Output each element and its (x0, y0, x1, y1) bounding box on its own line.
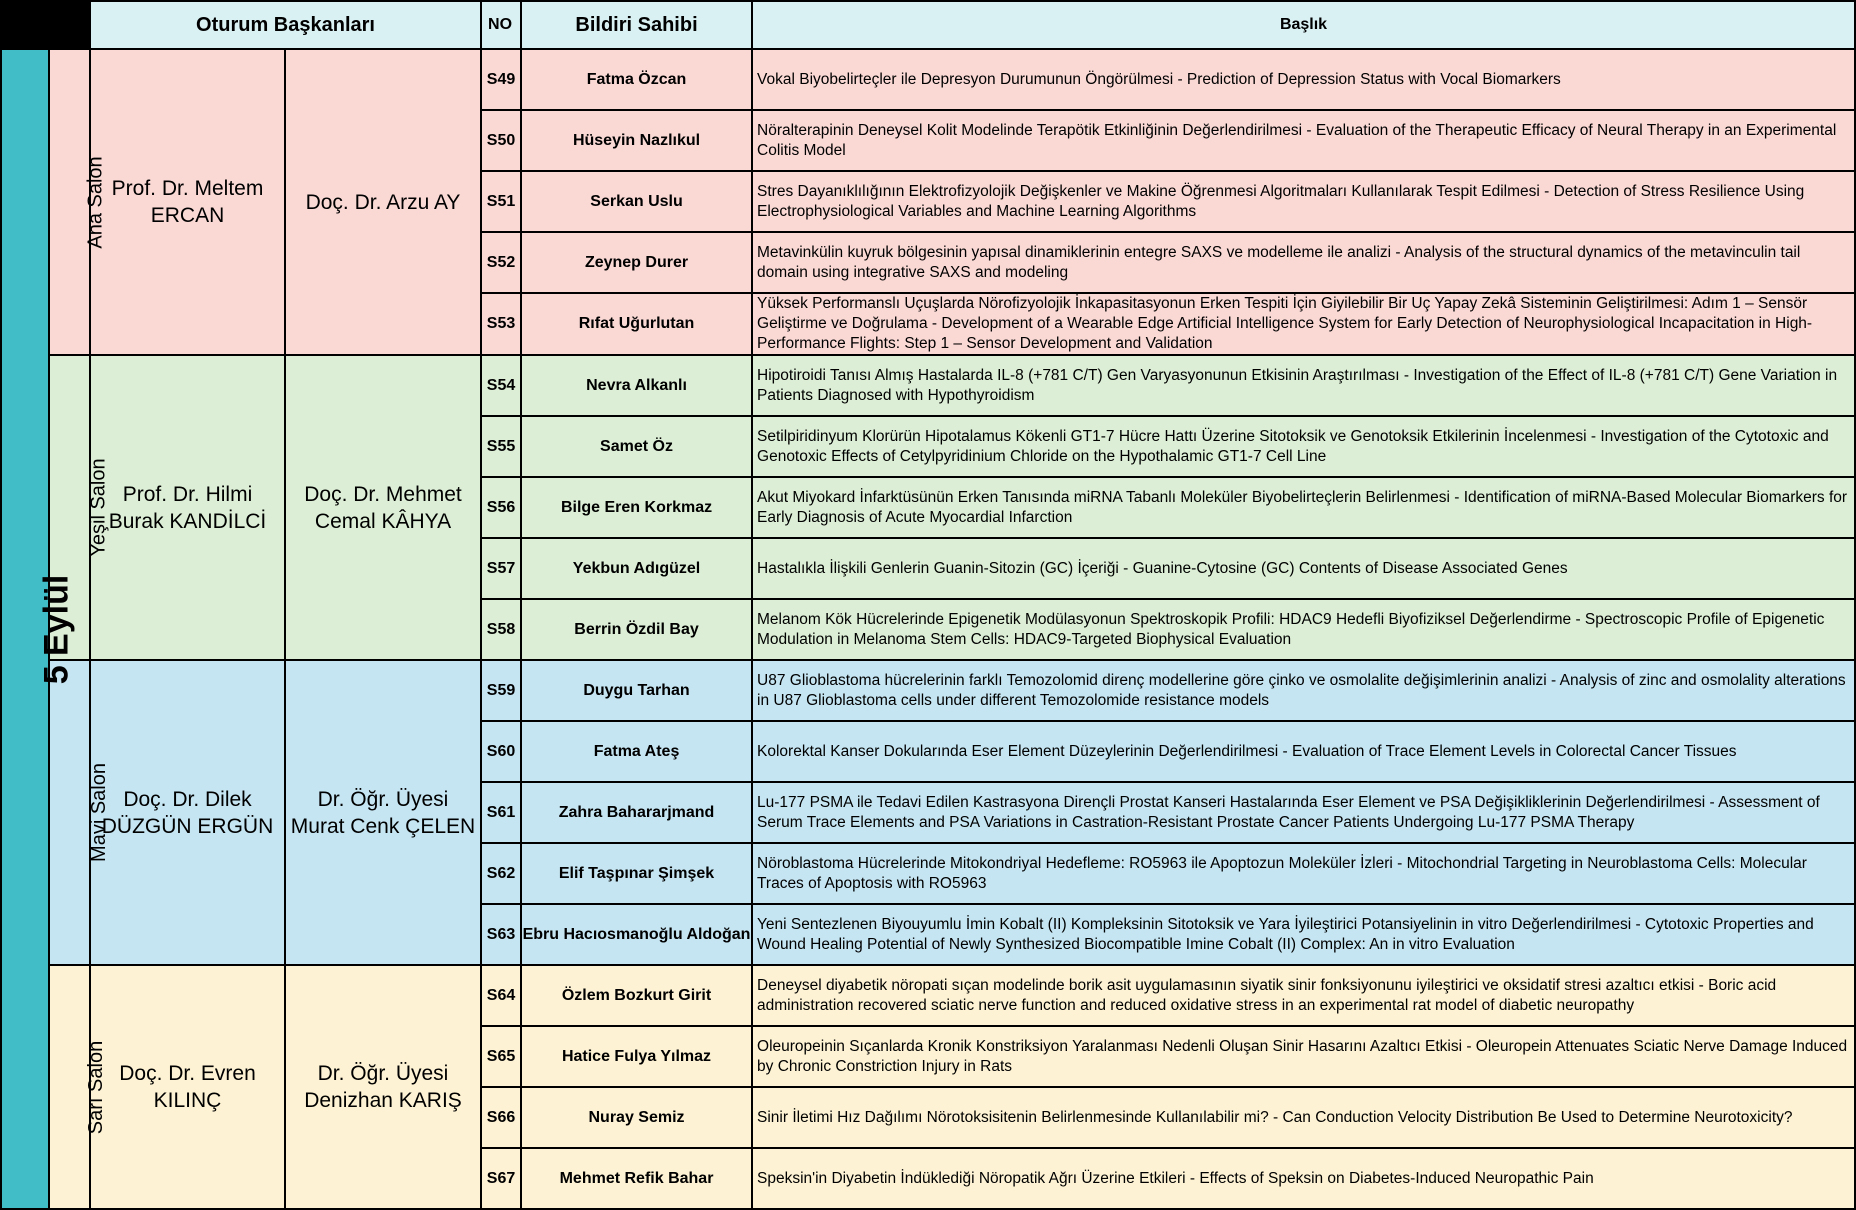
paper-author: Bilge Eren Korkmaz (521, 477, 752, 538)
chair-1: Doç. Dr. Dilek DÜZGÜN ERGÜN (90, 660, 285, 965)
paper-author: Rıfat Uğurlutan (521, 293, 752, 355)
header-row (1, 1, 1855, 49)
paper-title: Stres Dayanıklılığının Elektrofizyolojik Değişkenler ve Makine Öğrenmesi Algoritmaları Kullanılarak Tespit Edilmesi - Detection of Stress Resilience Using Electrophysiological Variables and Machine Learning Algorithms (752, 171, 1855, 232)
date-label: 5 Eylül (37, 574, 76, 684)
paper-no: S66 (481, 1087, 521, 1148)
header-chairs: Oturum Başkanları (90, 1, 481, 49)
table-row (1, 660, 1855, 721)
schedule-body (1, 49, 1855, 1209)
paper-no: S50 (481, 110, 521, 171)
paper-author: Samet Öz (521, 416, 752, 477)
header-author: Bildiri Sahibi (521, 1, 752, 49)
paper-no: S54 (481, 355, 521, 416)
chair-1: Prof. Dr. Meltem ERCAN (90, 49, 285, 355)
paper-author: Ebru Hacıosmanoğlu Aldoğan (521, 904, 752, 965)
paper-author: Fatma Özcan (521, 49, 752, 110)
paper-no: S52 (481, 232, 521, 293)
paper-no: S55 (481, 416, 521, 477)
paper-no: S67 (481, 1148, 521, 1209)
header-title: Başlık (752, 1, 1855, 49)
paper-author: Zahra Bahararjmand (521, 782, 752, 843)
paper-title: Setilpiridinyum Klorürün Hipotalamus Kökenli GT1-7 Hücre Hattı Üzerine Sitotoksik ve Genotoksik Etkilerinin İncelenmesi - Investigation of the Cytotoxic and Genotoxic Effects of Cetylpyridinium Chloride on the Hypothalamic GT1-7 Cell Line (752, 416, 1855, 477)
paper-no: S56 (481, 477, 521, 538)
paper-author: Duygu Tarhan (521, 660, 752, 721)
paper-no: S59 (481, 660, 521, 721)
paper-no: S49 (481, 49, 521, 110)
paper-title: U87 Glioblastoma hücrelerinin farklı Temozolomid direnç modellerine göre çinko ve osmolalite değişimlerinin analizi - Analysis of zinc and osmolality alterations in U87 Glioblastoma cells under different Temozolomide resistance models (752, 660, 1855, 721)
paper-author: Nuray Semiz (521, 1087, 752, 1148)
paper-author: Hatice Fulya Yılmaz (521, 1026, 752, 1087)
salon-cell (49, 660, 110, 965)
salon-label: Yeşil Salon (87, 458, 110, 557)
paper-title: Hastalıkla İlişkili Genlerin Guanin-Sitozin (GC) İçeriği - Guanine-Cytosine (GC) Contents of Disease Associated Genes (752, 538, 1855, 599)
chair-2: Dr. Öğr. Üyesi Murat Cenk ÇELEN (285, 660, 481, 965)
paper-no: S65 (481, 1026, 521, 1087)
paper-author: Elif Taşpınar Şimşek (521, 843, 752, 904)
table-row (1, 355, 1855, 416)
paper-no: S58 (481, 599, 521, 660)
paper-title: Vokal Biyobelirteçler ile Depresyon Durumunun Öngörülmesi - Prediction of Depression Status with Vocal Biomarkers (752, 49, 1855, 110)
paper-author: Fatma Ateş (521, 721, 752, 782)
header-blank (1, 1, 90, 49)
paper-title: Yüksek Performanslı Uçuşlarda Nörofizyolojik İnkapasitasyonun Erken Tespiti İçin Giyilebilir Bir Uç Yapay Zekâ Sisteminin Geliştirilmesi: Adım 1 – Sensör Geliştirme ve Doğrulama - Development of a Wearable Edge Artificial Intelligence System for Early Detection of Neurophysiological Incapacitation in High-Performance Flights: Step 1 – Sensor Development and Validation (752, 293, 1855, 355)
paper-author: Zeynep Durer (521, 232, 752, 293)
salon-cell (49, 49, 107, 355)
header-no: NO (481, 1, 521, 49)
paper-author: Özlem Bozkurt Girit (521, 965, 752, 1026)
paper-title: Deneysel diyabetik nöropati sıçan modelinde borik asit uygulamasının siyatik sinir fonksiyonunu iyileştirici ve oksidatif stresi azaltıcı etkisi - Boric acid administration recovered sciatic nerve function and reduced oxidative stress in an experimental rat model of diabetic neuropathy (752, 965, 1855, 1026)
paper-author: Serkan Uslu (521, 171, 752, 232)
paper-title: Melanom Kök Hücrelerinde Epigenetik Modülasyonun Spektroskopik Profili: HDAC9 Hedefli Biyofiziksel Değerlendirme - Spectroscopic Profile of Epigenetic Modulation in Melanoma Stem Cells: HDAC9-Targeted Biophysical Evaluation (752, 599, 1855, 660)
date-cell (1, 49, 76, 1209)
paper-author: Berrin Özdil Bay (521, 599, 752, 660)
paper-no: S64 (481, 965, 521, 1026)
paper-title: Metavinkülin kuyruk bölgesinin yapısal dinamiklerinin entegre SAXS ve modelleme ile analizi - Analysis of the structural dynamics of the metavinculin tail domain using integrative SAXS and modeling (752, 232, 1855, 293)
paper-title: Yeni Sentezlenen Biyouyumlu İmin Kobalt (II) Kompleksinin Sitotoksik ve Yara İyileştirici Potansiyelinin in vitro Değerlendirilmesi - Cytotoxic Properties and Wound Healing Potential of Newly Synthesized Biocompatible Imine Cobalt (II) Complex: An in vitro Evaluation (752, 904, 1855, 965)
chair-2: Doç. Dr. Arzu AY (285, 49, 481, 355)
paper-no: S61 (481, 782, 521, 843)
paper-author: Mehmet Refik Bahar (521, 1148, 752, 1209)
paper-title: Akut Miyokard İnfarktüsünün Erken Tanısında miRNA Tabanlı Moleküler Biyobelirteçlerin Belirlenmesi - Identification of miRNA-Based Molecular Biomarkers for Early Diagnosis of Acute Myocardial Infarction (752, 477, 1855, 538)
paper-no: S51 (481, 171, 521, 232)
chair-2: Dr. Öğr. Üyesi Denizhan KARIŞ (285, 965, 481, 1209)
paper-title: Nöroblastoma Hücrelerinde Mitokondriyal Hedefleme: RO5963 ile Apoptozun Moleküler İzleri - Mitochondrial Targeting in Neuroblastoma Cells: Molecular Traces of Apoptosis with RO5963 (752, 843, 1855, 904)
paper-title: Speksin'in Diyabetin İndüklediği Nöropatik Ağrı Üzerine Etkileri - Effects of Speksin on Diabetes-Induced Neuropathic Pain (752, 1148, 1855, 1209)
paper-no: S62 (481, 843, 521, 904)
paper-author: Nevra Alkanlı (521, 355, 752, 416)
paper-no: S60 (481, 721, 521, 782)
paper-no: S57 (481, 538, 521, 599)
chair-2: Doç. Dr. Mehmet Cemal KÂHYA (285, 355, 481, 660)
paper-title: Kolorektal Kanser Dokularında Eser Element Düzeylerinin Değerlendirilmesi - Evaluation of Trace Element Levels in Colorectal Cancer Tissues (752, 721, 1855, 782)
paper-title: Sinir İletimi Hız Dağılımı Nörotoksisitenin Belirlenmesinde Kullanılabilir mi? - Can Conduction Velocity Distribution Be Used to Determine Neurotoxicity? (752, 1087, 1855, 1148)
chair-1: Doç. Dr. Evren KILINÇ (90, 965, 285, 1209)
paper-no: S53 (481, 293, 521, 355)
chair-1: Prof. Dr. Hilmi Burak KANDİLCİ (90, 355, 285, 660)
salon-label: Ana Salon (84, 155, 107, 249)
paper-title: Lu-177 PSMA ile Tedavi Edilen Kastrasyona Dirençli Prostat Kanseri Hastalarında Eser Element ve PSA Değişikliklerinin Değerlendirilmesi - Assessment of Serum Trace Elements and PSA Variations in Castration-Resistant Prostate Cancer Patients Undergoing Lu-177 PSMA Therapy (752, 782, 1855, 843)
salon-label: Sarı Salon (85, 1040, 108, 1134)
salon-cell (49, 965, 108, 1209)
paper-author: Hüseyin Nazlıkul (521, 110, 752, 171)
paper-author: Yekbun Adıgüzel (521, 538, 752, 599)
paper-title: Nöralterapinin Deneysel Kolit Modelinde Terapötik Etkinliğinin Değerlendirilmesi - Evaluation of the Therapeutic Efficacy of Neural Therapy in an Experimental Colitis Model (752, 110, 1855, 171)
table-row (1, 49, 1855, 110)
paper-title: Hipotiroidi Tanısı Almış Hastalarda IL-8 (+781 C/T) Gen Varyasyonunun Etkisinin Araştırılması - Investigation of the Effect of IL-8 (+781 C/T) Gene Variation in Patients Diagnosed with Hypothyroidism (752, 355, 1855, 416)
salon-label: Mavi Salon (87, 763, 110, 862)
table-row (1, 965, 1855, 1026)
paper-no: S63 (481, 904, 521, 965)
paper-title: Oleuropeinin Sıçanlarda Kronik Konstriksiyon Yaralanması Nedenli Oluşan Sinir Hasarını Azaltıcı Etkisi - Oleuropein Attenuates Sciatic Nerve Damage Induced by Chronic Constriction Injury in Rats (752, 1026, 1855, 1087)
